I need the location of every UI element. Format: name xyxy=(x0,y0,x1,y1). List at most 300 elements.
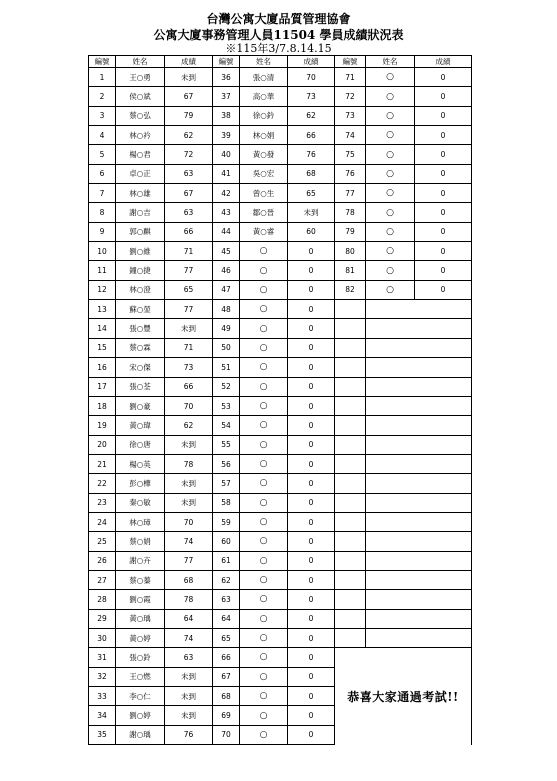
empty-cell xyxy=(335,551,366,570)
student-number: 36 xyxy=(213,68,240,87)
student-name: 彭○樺 xyxy=(116,474,165,493)
exam-dates: ※115年3/7.8.14.15 xyxy=(225,42,332,55)
student-score: 77 xyxy=(165,300,213,319)
student-number: 53 xyxy=(213,396,240,415)
student-name: 高○華 xyxy=(240,87,288,106)
empty-cell xyxy=(335,474,366,493)
student-number: 4 xyxy=(89,126,116,145)
empty-cell xyxy=(335,570,366,589)
student-name: ○ xyxy=(240,570,288,589)
student-name: 張○清 xyxy=(240,68,288,87)
table-row xyxy=(89,532,472,551)
student-name: ○ xyxy=(240,590,288,609)
student-number: 62 xyxy=(213,570,240,589)
student-number: 21 xyxy=(89,454,116,473)
student-name: 黃○瑋 xyxy=(116,416,165,435)
student-score: 78 xyxy=(165,454,213,473)
student-name: 林○衿 xyxy=(116,126,165,145)
empty-cell xyxy=(366,338,472,357)
empty-cell xyxy=(366,416,472,435)
student-number: 34 xyxy=(89,706,116,725)
empty-cell xyxy=(335,300,366,319)
empty-cell xyxy=(366,435,472,454)
student-score: 0 xyxy=(288,319,335,338)
student-score: 63 xyxy=(165,203,213,222)
student-score: 0 xyxy=(415,68,472,87)
student-score: 0 xyxy=(415,184,472,203)
student-score: 未到 xyxy=(288,203,335,222)
empty-cell xyxy=(335,493,366,512)
student-score: 74 xyxy=(165,532,213,551)
table-row xyxy=(89,648,472,667)
empty-cell xyxy=(335,628,366,647)
student-score: 未到 xyxy=(165,687,213,706)
student-score: 0 xyxy=(288,687,335,706)
student-number: 20 xyxy=(89,435,116,454)
student-name: ○ xyxy=(240,300,288,319)
student-score: 0 xyxy=(288,280,335,299)
student-name: 黃○瑀 xyxy=(116,609,165,628)
student-score: 0 xyxy=(415,242,472,261)
header-name-3: 姓名 xyxy=(366,56,415,68)
student-name: 鄒○晉 xyxy=(240,203,288,222)
student-number: 59 xyxy=(213,512,240,531)
student-number: 29 xyxy=(89,609,116,628)
student-name: 劉○霞 xyxy=(116,590,165,609)
student-score: 0 xyxy=(415,87,472,106)
student-name: 黃○婷 xyxy=(116,628,165,647)
student-number: 70 xyxy=(213,725,240,744)
student-number: 46 xyxy=(213,261,240,280)
student-score: 78 xyxy=(165,590,213,609)
student-name: ○ xyxy=(240,687,288,706)
student-name: 劉○豪 xyxy=(116,396,165,415)
student-score: 0 xyxy=(288,338,335,357)
student-name: 徐○鈐 xyxy=(240,106,288,125)
student-number: 25 xyxy=(89,532,116,551)
student-number: 24 xyxy=(89,512,116,531)
student-score: 0 xyxy=(288,435,335,454)
empty-cell xyxy=(335,609,366,628)
student-score: 77 xyxy=(165,261,213,280)
student-name: ○ xyxy=(240,416,288,435)
empty-cell xyxy=(335,512,366,531)
student-name: ○ xyxy=(366,203,415,222)
table-row xyxy=(89,609,472,628)
student-score: 0 xyxy=(288,570,335,589)
student-score: 70 xyxy=(288,68,335,87)
student-name: ○ xyxy=(240,512,288,531)
student-score: 0 xyxy=(415,222,472,241)
student-score: 0 xyxy=(415,261,472,280)
empty-cell xyxy=(335,435,366,454)
header-name-2: 姓名 xyxy=(240,56,288,68)
student-number: 11 xyxy=(89,261,116,280)
student-number: 52 xyxy=(213,377,240,396)
table-row xyxy=(89,242,472,261)
student-number: 8 xyxy=(89,203,116,222)
table-row xyxy=(89,396,472,415)
student-score: 0 xyxy=(288,551,335,570)
table-row xyxy=(89,358,472,377)
student-score: 0 xyxy=(288,242,335,261)
student-name: 李○仁 xyxy=(116,687,165,706)
student-score: 未到 xyxy=(165,435,213,454)
student-number: 35 xyxy=(89,725,116,744)
student-name: 宋○傑 xyxy=(116,358,165,377)
student-name: ○ xyxy=(240,532,288,551)
student-name: ○ xyxy=(366,106,415,125)
student-number: 60 xyxy=(213,532,240,551)
student-score: 79 xyxy=(165,106,213,125)
student-score: 73 xyxy=(165,358,213,377)
student-score: 0 xyxy=(288,396,335,415)
student-score: 71 xyxy=(165,242,213,261)
student-number: 65 xyxy=(213,628,240,647)
student-number: 48 xyxy=(213,300,240,319)
student-number: 15 xyxy=(89,338,116,357)
student-name: ○ xyxy=(366,164,415,183)
student-score: 74 xyxy=(165,628,213,647)
student-score: 0 xyxy=(415,106,472,125)
empty-cell xyxy=(335,416,366,435)
table-row xyxy=(89,106,472,125)
student-number: 1 xyxy=(89,68,116,87)
student-score: 0 xyxy=(288,512,335,531)
student-score: 76 xyxy=(288,145,335,164)
score-table xyxy=(88,55,472,745)
empty-cell xyxy=(366,300,472,319)
student-number: 82 xyxy=(335,280,366,299)
student-score: 65 xyxy=(288,184,335,203)
student-number: 44 xyxy=(213,222,240,241)
empty-cell xyxy=(366,474,472,493)
student-score: 未到 xyxy=(165,319,213,338)
student-number: 28 xyxy=(89,590,116,609)
empty-cell xyxy=(335,338,366,357)
table-row xyxy=(89,416,472,435)
student-number: 72 xyxy=(335,87,366,106)
student-number: 19 xyxy=(89,416,116,435)
empty-cell xyxy=(335,532,366,551)
student-number: 18 xyxy=(89,396,116,415)
table-row xyxy=(89,435,472,454)
student-number: 14 xyxy=(89,319,116,338)
student-name: 張○豐 xyxy=(116,319,165,338)
table-row xyxy=(89,590,472,609)
student-name: ○ xyxy=(366,261,415,280)
header-no-2: 編號 xyxy=(213,56,240,68)
student-number: 41 xyxy=(213,164,240,183)
student-score: 68 xyxy=(288,164,335,183)
student-name: ○ xyxy=(240,706,288,725)
student-number: 51 xyxy=(213,358,240,377)
student-score: 0 xyxy=(415,126,472,145)
student-score: 0 xyxy=(415,145,472,164)
student-number: 5 xyxy=(89,145,116,164)
table-row xyxy=(89,300,472,319)
student-name: ○ xyxy=(240,377,288,396)
student-number: 61 xyxy=(213,551,240,570)
table-row xyxy=(89,126,472,145)
table-row xyxy=(89,512,472,531)
empty-cell xyxy=(366,551,472,570)
student-number: 73 xyxy=(335,106,366,125)
student-score: 0 xyxy=(288,300,335,319)
student-name: 王○燃 xyxy=(116,667,165,686)
student-score: 未到 xyxy=(165,68,213,87)
student-name: 楊○君 xyxy=(116,145,165,164)
table-row xyxy=(89,222,472,241)
table-row xyxy=(89,454,472,473)
student-name: ○ xyxy=(366,145,415,164)
student-score: 73 xyxy=(288,87,335,106)
student-score: 0 xyxy=(415,280,472,299)
student-name: ○ xyxy=(240,648,288,667)
student-name: 吳○宏 xyxy=(240,164,288,183)
student-name: ○ xyxy=(366,184,415,203)
header-no-3: 編號 xyxy=(335,56,366,68)
student-number: 55 xyxy=(213,435,240,454)
student-number: 27 xyxy=(89,570,116,589)
student-score: 60 xyxy=(288,222,335,241)
student-name: ○ xyxy=(240,454,288,473)
student-name: ○ xyxy=(240,338,288,357)
student-score: 66 xyxy=(165,377,213,396)
empty-cell xyxy=(335,396,366,415)
empty-cell xyxy=(366,570,472,589)
student-name: 謝○吉 xyxy=(116,203,165,222)
student-number: 47 xyxy=(213,280,240,299)
student-number: 57 xyxy=(213,474,240,493)
empty-cell xyxy=(335,454,366,473)
student-name: 張○荃 xyxy=(116,377,165,396)
student-score: 0 xyxy=(288,590,335,609)
student-number: 64 xyxy=(213,609,240,628)
student-score: 0 xyxy=(415,164,472,183)
empty-cell xyxy=(335,358,366,377)
student-name: 王○勇 xyxy=(116,68,165,87)
empty-cell xyxy=(335,590,366,609)
empty-cell xyxy=(335,319,366,338)
student-name: 黃○發 xyxy=(240,145,288,164)
student-number: 33 xyxy=(89,687,116,706)
student-number: 12 xyxy=(89,280,116,299)
student-name: ○ xyxy=(240,667,288,686)
student-name: 林○璋 xyxy=(116,512,165,531)
student-score: 未到 xyxy=(165,667,213,686)
student-name: 蔡○弘 xyxy=(116,106,165,125)
student-name: 黃○睿 xyxy=(240,222,288,241)
student-name: ○ xyxy=(240,609,288,628)
table-row xyxy=(89,203,472,222)
student-score: 62 xyxy=(165,126,213,145)
student-number: 40 xyxy=(213,145,240,164)
student-name: 蘇○堃 xyxy=(116,300,165,319)
student-name: 張○鈴 xyxy=(116,648,165,667)
student-name: ○ xyxy=(366,242,415,261)
student-name: 卓○正 xyxy=(116,164,165,183)
student-number: 2 xyxy=(89,87,116,106)
student-name: ○ xyxy=(240,628,288,647)
student-score: 71 xyxy=(165,338,213,357)
header-name-1: 姓名 xyxy=(116,56,165,68)
header-row xyxy=(89,56,472,68)
student-number: 58 xyxy=(213,493,240,512)
congratulations-message: 恭喜大家通過考試!! xyxy=(335,648,472,745)
student-name: ○ xyxy=(366,68,415,87)
student-number: 43 xyxy=(213,203,240,222)
student-number: 77 xyxy=(335,184,366,203)
student-name: 劉○維 xyxy=(116,242,165,261)
table-row xyxy=(89,164,472,183)
student-name: ○ xyxy=(240,396,288,415)
table-row xyxy=(89,551,472,570)
student-score: 0 xyxy=(288,377,335,396)
student-number: 38 xyxy=(213,106,240,125)
empty-cell xyxy=(366,609,472,628)
student-number: 31 xyxy=(89,648,116,667)
student-name: 林○澄 xyxy=(116,280,165,299)
student-number: 9 xyxy=(89,222,116,241)
student-score: 未到 xyxy=(165,474,213,493)
table-row xyxy=(89,184,472,203)
student-number: 42 xyxy=(213,184,240,203)
empty-cell xyxy=(366,590,472,609)
student-number: 56 xyxy=(213,454,240,473)
student-name: 蔡○蓁 xyxy=(116,570,165,589)
student-name: ○ xyxy=(366,126,415,145)
student-number: 17 xyxy=(89,377,116,396)
student-number: 78 xyxy=(335,203,366,222)
student-score: 0 xyxy=(288,667,335,686)
table-row xyxy=(89,319,472,338)
student-score: 0 xyxy=(288,474,335,493)
student-number: 63 xyxy=(213,590,240,609)
student-number: 81 xyxy=(335,261,366,280)
student-score: 0 xyxy=(288,706,335,725)
student-number: 50 xyxy=(213,338,240,357)
table-row xyxy=(89,474,472,493)
student-score: 64 xyxy=(165,609,213,628)
student-number: 54 xyxy=(213,416,240,435)
empty-cell xyxy=(366,512,472,531)
empty-cell xyxy=(366,358,472,377)
student-score: 67 xyxy=(165,87,213,106)
student-score: 63 xyxy=(165,164,213,183)
student-name: ○ xyxy=(240,261,288,280)
table-row xyxy=(89,377,472,396)
student-number: 37 xyxy=(213,87,240,106)
student-name: ○ xyxy=(240,435,288,454)
student-score: 67 xyxy=(165,184,213,203)
student-name: 曾○生 xyxy=(240,184,288,203)
table-row xyxy=(89,68,472,87)
student-number: 80 xyxy=(335,242,366,261)
student-name: 謝○卉 xyxy=(116,551,165,570)
student-score: 70 xyxy=(165,512,213,531)
student-number: 45 xyxy=(213,242,240,261)
student-number: 39 xyxy=(213,126,240,145)
student-score: 0 xyxy=(288,609,335,628)
student-name: ○ xyxy=(240,358,288,377)
student-score: 0 xyxy=(415,203,472,222)
student-score: 0 xyxy=(288,358,335,377)
student-score: 68 xyxy=(165,570,213,589)
student-number: 10 xyxy=(89,242,116,261)
student-number: 32 xyxy=(89,667,116,686)
student-name: ○ xyxy=(366,222,415,241)
student-score: 0 xyxy=(288,493,335,512)
student-name: ○ xyxy=(240,725,288,744)
table-row xyxy=(89,628,472,647)
student-score: 0 xyxy=(288,261,335,280)
student-score: 0 xyxy=(288,454,335,473)
student-score: 62 xyxy=(165,416,213,435)
student-name: 鐘○捷 xyxy=(116,261,165,280)
table-row xyxy=(89,261,472,280)
empty-cell xyxy=(366,377,472,396)
student-score: 62 xyxy=(288,106,335,125)
student-number: 67 xyxy=(213,667,240,686)
student-name: 郭○麒 xyxy=(116,222,165,241)
student-name: ○ xyxy=(240,493,288,512)
empty-cell xyxy=(366,319,472,338)
table-row xyxy=(89,570,472,589)
header-no-1: 編號 xyxy=(89,56,116,68)
student-score: 0 xyxy=(288,648,335,667)
table-row xyxy=(89,493,472,512)
student-number: 49 xyxy=(213,319,240,338)
student-score: 63 xyxy=(165,648,213,667)
student-name: ○ xyxy=(240,319,288,338)
student-number: 3 xyxy=(89,106,116,125)
student-score: 未到 xyxy=(165,706,213,725)
student-score: 未到 xyxy=(165,493,213,512)
student-name: ○ xyxy=(366,280,415,299)
student-score: 72 xyxy=(165,145,213,164)
student-name: 蔡○娟 xyxy=(116,532,165,551)
student-number: 68 xyxy=(213,687,240,706)
student-name: ○ xyxy=(240,551,288,570)
empty-cell xyxy=(366,493,472,512)
student-score: 65 xyxy=(165,280,213,299)
empty-cell xyxy=(366,454,472,473)
student-score: 76 xyxy=(165,725,213,744)
empty-cell xyxy=(366,628,472,647)
student-number: 7 xyxy=(89,184,116,203)
student-name: 徐○唐 xyxy=(116,435,165,454)
student-number: 66 xyxy=(213,648,240,667)
student-name: ○ xyxy=(366,87,415,106)
empty-cell xyxy=(366,396,472,415)
student-name: 秦○敏 xyxy=(116,493,165,512)
empty-cell xyxy=(366,532,472,551)
student-score: 0 xyxy=(288,416,335,435)
student-number: 69 xyxy=(213,706,240,725)
table-row xyxy=(89,145,472,164)
empty-cell xyxy=(335,377,366,396)
student-name: 謝○瑀 xyxy=(116,725,165,744)
student-score: 70 xyxy=(165,396,213,415)
table-row xyxy=(89,338,472,357)
student-number: 71 xyxy=(335,68,366,87)
table-row xyxy=(89,87,472,106)
student-number: 13 xyxy=(89,300,116,319)
student-score: 0 xyxy=(288,628,335,647)
student-name: 劉○婷 xyxy=(116,706,165,725)
header-score-3: 成績 xyxy=(415,56,472,68)
